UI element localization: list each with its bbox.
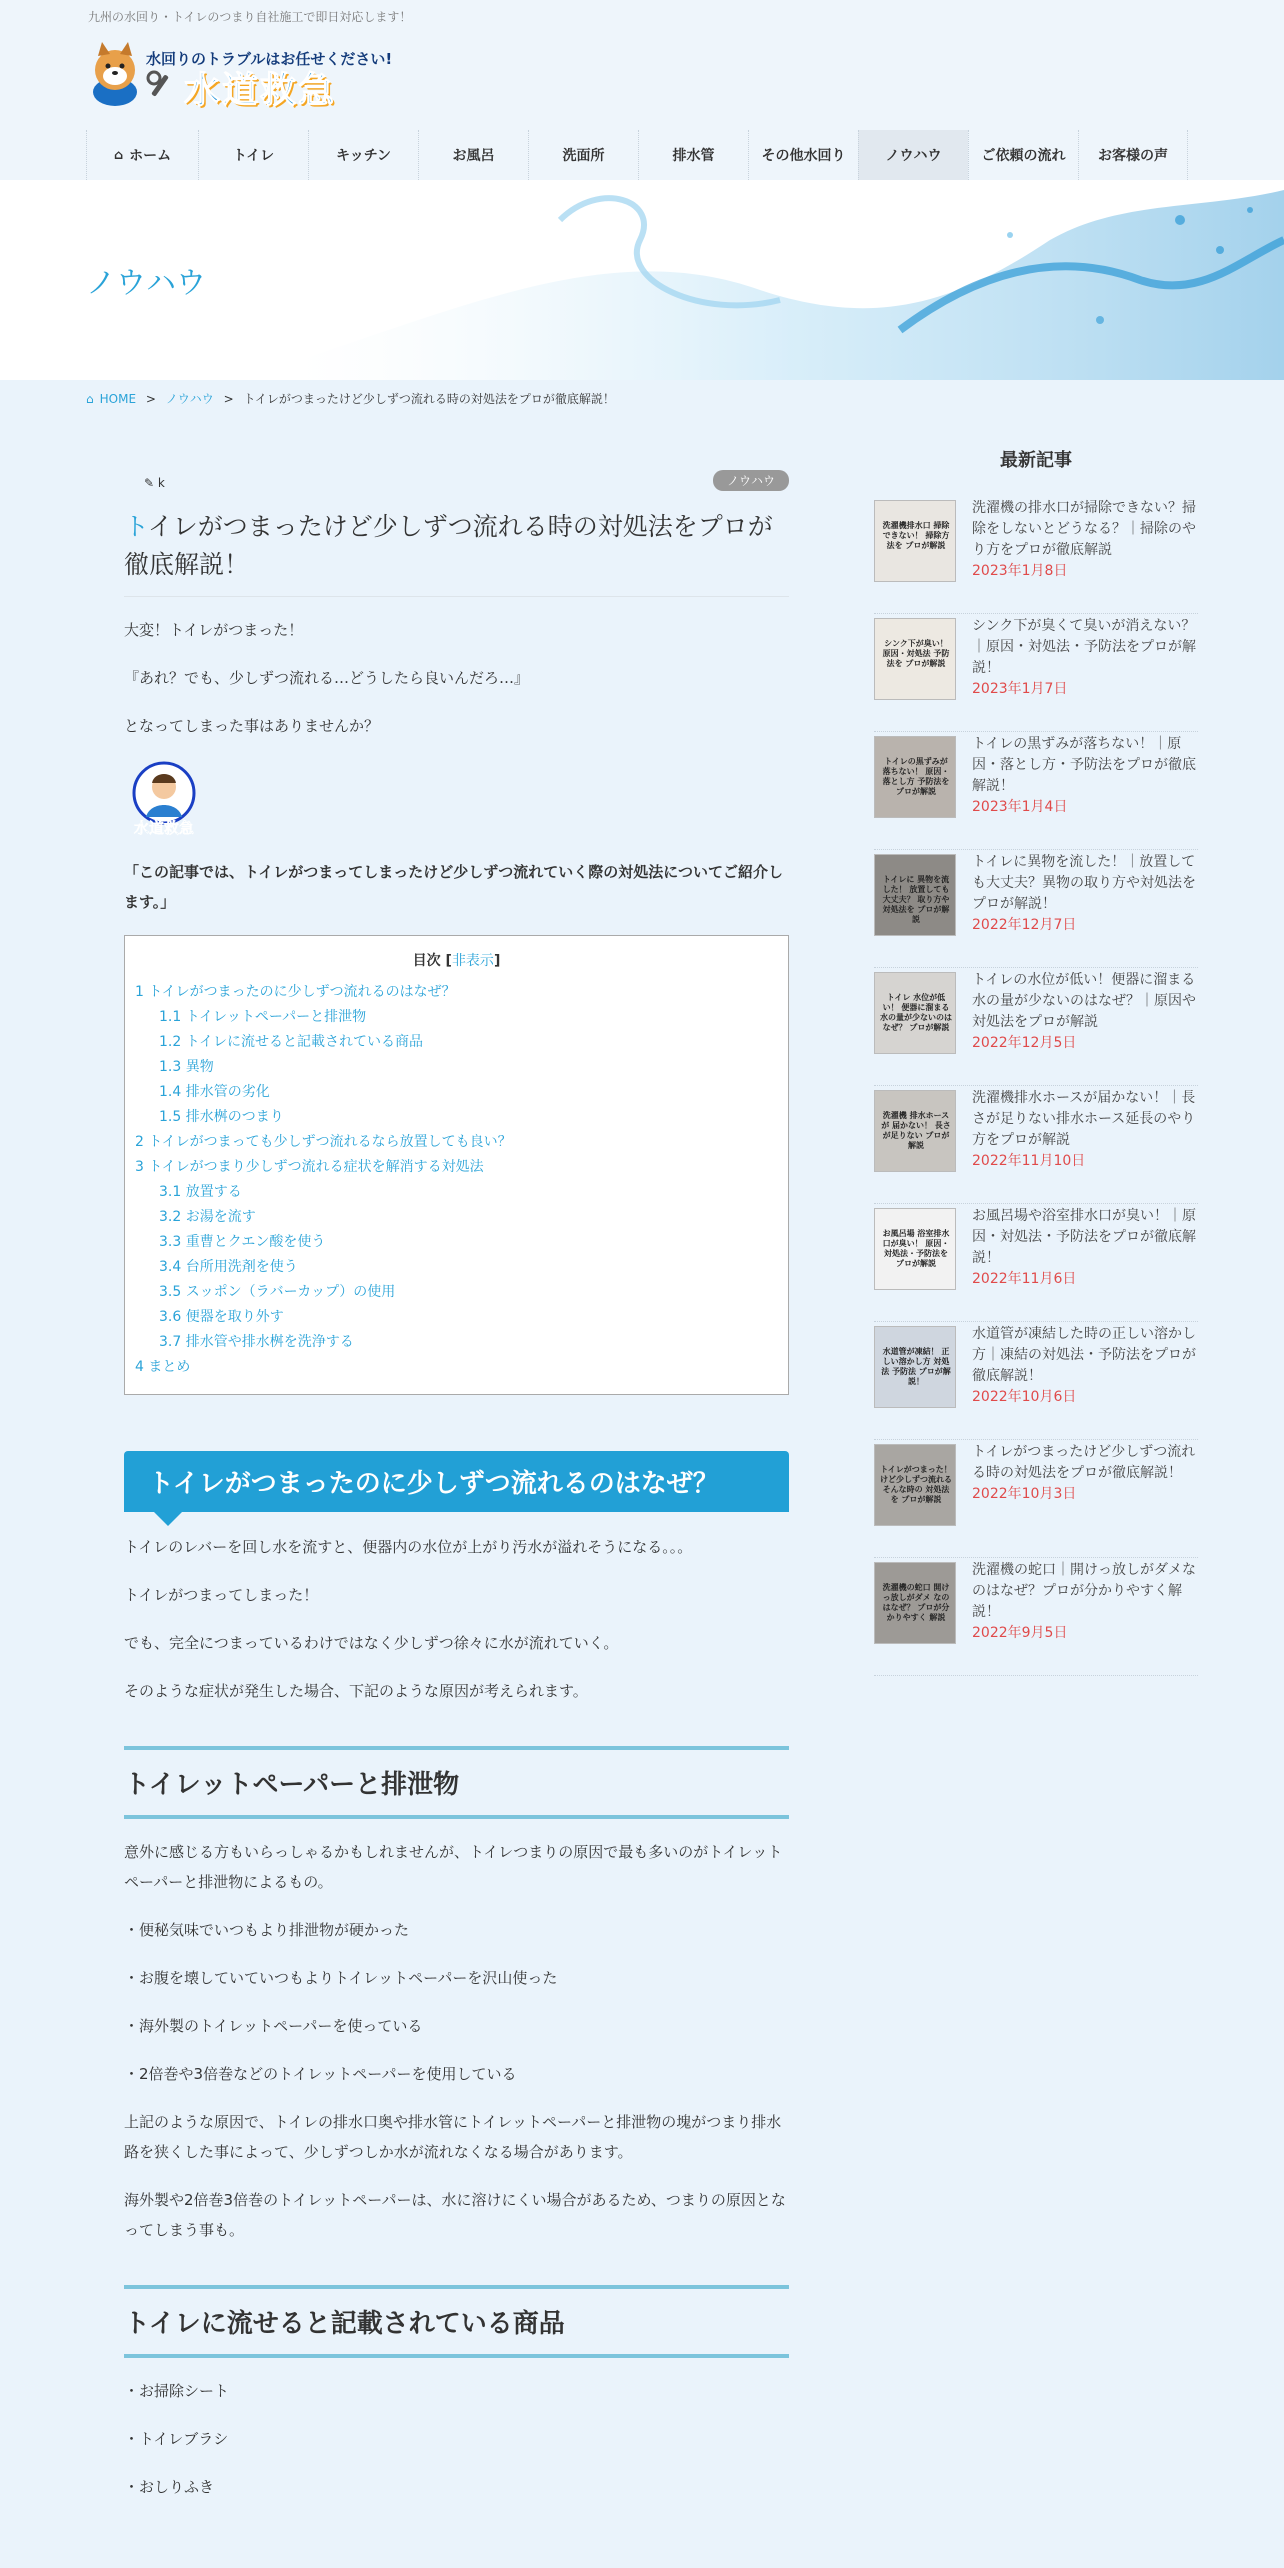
- global-nav: [86, 130, 1188, 180]
- nav-item-9[interactable]: [1078, 130, 1188, 180]
- toc-link[interactable]: 1.4 排水管の劣化: [159, 1084, 270, 1100]
- recent-post-date: 2023年1月7日: [972, 681, 1068, 697]
- category-hero: [0, 180, 1284, 380]
- wrench-icon: [146, 70, 176, 100]
- recent-post-date: 2023年1月4日: [972, 799, 1068, 815]
- recent-post-title: トイレに異物を流した！｜放置しても大丈夫？異物の取り方や対処法をプロが解説！: [972, 854, 1196, 912]
- recent-post-date: 2022年12月7日: [972, 917, 1077, 933]
- nav-item-2[interactable]: [308, 130, 418, 180]
- article-lead: 「この記事では、トイレがつまってしまったけど少しずつ流れていく際の対処法についてご紹介します。」: [124, 863, 783, 911]
- article-meta: [124, 470, 789, 500]
- post-title-first-char: ト: [124, 512, 148, 541]
- recent-post-text: [972, 1324, 1198, 1408]
- recent-post-date: 2022年10月3日: [972, 1486, 1077, 1502]
- thumbnail-caption: トイレの黒ずみが 落ちない！ 原因・落とし方 予防法を プロが解説: [882, 757, 950, 796]
- recent-post-item[interactable]: [874, 1086, 1198, 1204]
- subsection-heading: トイレットペーパーと排泄物: [124, 1746, 789, 1819]
- avatar-caption: 水道救急: [133, 819, 194, 837]
- recent-post-title: トイレの黒ずみが落ちない！｜原因・落とし方・予防法をプロが徹底解説！: [972, 736, 1196, 794]
- post-thumbnail: [874, 1562, 956, 1644]
- nav-item-0[interactable]: [86, 130, 198, 180]
- recent-post-text: [972, 1560, 1198, 1644]
- paragraph: そのような症状が発生した場合、下記のような原因が考えられます。: [124, 1682, 588, 1700]
- paragraph: 上記のような原因で、トイレの排水口奥や排水管にトイレットペーパーと排泄物の塊がつまり排水路を狭くした事によって、少しずつしか水が流れなくなる場合があります。: [124, 2113, 782, 2161]
- home-icon: ⌂: [113, 147, 124, 163]
- recent-post-text: [972, 852, 1198, 936]
- post-thumbnail: [874, 618, 956, 700]
- recent-post-title: 洗濯機の排水口が掃除できない？掃除をしないとどうなる？｜掃除のやり方をプロが徹底解説: [972, 500, 1196, 558]
- post-title-rest: イレがつまったけど少しずつ流れる時の対処法をプロが徹底解説！: [124, 512, 773, 579]
- paragraph: 海外製や2倍巻3倍巻のトイレットペーパーは、水に溶けにくい場合があるため、つまりの原因となってしまう事も。: [124, 2191, 786, 2239]
- breadcrumb-home-link[interactable]: HOME: [99, 392, 137, 406]
- thumbnail-caption: トイレに 異物を流した！ 放置しても大丈夫？ 取り方や対処法を プロが解説: [882, 875, 950, 924]
- recent-post-title: シンク下が臭くて臭いが消えない？｜原因・対処法・予防法をプロが解説！: [972, 618, 1196, 676]
- toc-link[interactable]: 1.1 トイレットペーパーと排泄物: [159, 1009, 367, 1025]
- recent-post-text: [972, 498, 1198, 582]
- article-author: [144, 476, 165, 490]
- home-icon: ⌂: [86, 392, 94, 406]
- toc-link[interactable]: 1 トイレがつまったのに少しずつ流れるのはなぜ？: [135, 984, 456, 1000]
- paragraph: トイレのレバーを回し水を流すと、便器内の水位が上がり汚水が溢れそうになる。。。: [124, 1538, 693, 1556]
- recent-post-item[interactable]: [874, 850, 1198, 968]
- toc-link[interactable]: 3.5 スッポン（ラバーカップ）の使用: [159, 1284, 396, 1300]
- post-thumbnail: [874, 972, 956, 1054]
- subsection-heading: トイレに流せると記載されている商品: [124, 2285, 789, 2358]
- paragraph: 『あれ？でも、少しずつ流れる…どうしたら良いんだろ…』: [124, 669, 530, 687]
- nav-item-label: ホーム: [129, 148, 172, 164]
- logo-name: 水道救急: [184, 70, 337, 111]
- toc-link[interactable]: 3.7 排水管や排水桝を洗浄する: [159, 1334, 354, 1350]
- recent-post-item[interactable]: [874, 732, 1198, 850]
- table-of-contents: [124, 935, 789, 1395]
- recent-post-text: [972, 1088, 1198, 1172]
- logo-catchphrase: 水回りのトラブルはお任せください!: [146, 50, 393, 68]
- toc-link[interactable]: 4 まとめ: [135, 1359, 191, 1375]
- post-thumbnail: [874, 736, 956, 818]
- breadcrumb: [86, 390, 621, 407]
- intro-section: [124, 615, 789, 741]
- toc-list: [135, 980, 778, 1380]
- nav-item-label: ノウハウ: [885, 148, 942, 164]
- site-header: [0, 0, 1284, 180]
- paragraph: でも、完全につまっているわけではなく少しずつ徐々に水が流れていく。: [124, 1634, 619, 1652]
- post-thumbnail: [874, 1326, 956, 1408]
- recent-post-item[interactable]: [874, 968, 1198, 1086]
- writer-avatar: [124, 759, 204, 839]
- category-badge[interactable]: ノウハウ: [713, 470, 789, 491]
- nav-item-3[interactable]: [418, 130, 528, 180]
- thumbnail-caption: トイレがつまった！ けど少しずつ流れる そんな時の 対処法を プロが解説: [880, 1465, 952, 1504]
- nav-item-6[interactable]: [748, 130, 858, 180]
- paragraph: ・おしりふき: [124, 2478, 215, 2496]
- recent-post-item[interactable]: [874, 496, 1198, 614]
- thumbnail-caption: 洗濯機 排水ホースが 届かない！ 長さが足りない プロが解説: [881, 1111, 951, 1150]
- recent-post-item[interactable]: [874, 1322, 1198, 1440]
- toc-link[interactable]: 1.3 異物: [159, 1059, 214, 1075]
- recent-posts-list: [874, 496, 1198, 1676]
- recent-post-title: 水道管が凍結した時の正しい溶かし方｜凍結の対処法・予防法をプロが徹底解説！: [972, 1326, 1196, 1384]
- site-tagline: 九州の水回り・トイレのつまり自社施工で即日対応します！: [88, 10, 412, 24]
- recent-post-text: [972, 616, 1198, 700]
- paragraph: ・トイレブラシ: [124, 2430, 229, 2448]
- recent-post-text: [972, 1442, 1198, 1505]
- paragraph: ・お掃除シート: [124, 2382, 230, 2400]
- toc-link[interactable]: 3.6 便器を取り外す: [159, 1309, 284, 1325]
- thumbnail-caption: 水道管が凍結！ 正しい溶かし方 対処法 予防法 プロが解説！: [881, 1347, 951, 1386]
- nav-item-label: その他水回り: [761, 148, 846, 164]
- recent-post-item[interactable]: [874, 1440, 1198, 1558]
- post-title: [124, 508, 789, 597]
- thumbnail-caption: トイレ 水位が低い！ 便器に溜まる 水の量が少ないのはなぜ？ プロが解説: [880, 993, 952, 1032]
- recent-post-date: 2022年11月6日: [972, 1271, 1077, 1287]
- nav-item-label: お客様の声: [1098, 148, 1168, 164]
- recent-post-title: トイレの水位が低い！便器に溜まる水の量が少ないのはなぜ？｜原因や対処法をプロが解説: [972, 972, 1196, 1030]
- nav-item-label: 洗面所: [562, 148, 605, 164]
- thumbnail-caption: お風呂場 浴室排水口が臭い！ 原因・対処法・予防法を プロが解説: [882, 1229, 950, 1268]
- pencil-icon: ✎: [144, 476, 155, 490]
- toc-link[interactable]: 3 トイレがつまり少しずつ流れる症状を解消する対処法: [135, 1159, 484, 1175]
- section-body: [124, 1532, 789, 1706]
- post-thumbnail: [874, 1208, 956, 1290]
- breadcrumb-current: トイレがつまったけど少しずつ流れる時の対処法をプロが徹底解説！: [243, 392, 615, 406]
- nav-item-label: ご依頼の流れ: [981, 148, 1066, 164]
- nav-item-8[interactable]: [968, 130, 1078, 180]
- toc-link[interactable]: 3.3 重曹とクエン酸を使う: [159, 1234, 326, 1250]
- recent-post-item[interactable]: [874, 1558, 1198, 1676]
- recent-post-date: 2022年10月6日: [972, 1389, 1077, 1405]
- recent-post-title: お風呂場や浴室排水口が臭い！｜原因・対処法・予防法をプロが徹底解説！: [972, 1208, 1196, 1266]
- nav-item-7[interactable]: [858, 130, 968, 180]
- recent-post-text: [972, 970, 1198, 1054]
- thumbnail-caption: 洗濯機排水口 掃除できない！ 掃除方法を プロが解説: [882, 521, 950, 550]
- paragraph: ・2倍巻や3倍巻などのトイレットペーパーを使用している: [124, 2065, 517, 2083]
- recent-post-date: 2022年11月10日: [972, 1153, 1086, 1169]
- nav-item-4[interactable]: [528, 130, 638, 180]
- nav-item-label: 排水管: [672, 148, 715, 164]
- toc-toggle-link[interactable]: 非表示: [451, 953, 494, 969]
- recent-post-text: [972, 1206, 1198, 1290]
- recent-post-item[interactable]: [874, 614, 1198, 732]
- toc-link[interactable]: 3.1 放置する: [159, 1184, 242, 1200]
- nav-item-label: キッチン: [335, 148, 392, 164]
- post-thumbnail: [874, 1090, 956, 1172]
- toc-link[interactable]: 1.2 トイレに流せると記載されている商品: [159, 1034, 424, 1050]
- recent-post-date: 2023年1月8日: [972, 563, 1068, 579]
- toc-link[interactable]: 3.2 お湯を流す: [159, 1209, 256, 1225]
- sidebar: [874, 446, 1198, 1676]
- recent-post-title: 洗濯機排水ホースが届かない！｜長さが足りない排水ホース延長のやり方をプロが解説: [972, 1090, 1196, 1148]
- nav-item-label: トイレ: [232, 148, 275, 164]
- section-heading: トイレがつまったのに少しずつ流れるのはなぜ？: [124, 1451, 789, 1512]
- dog-mascot-icon: [86, 42, 144, 106]
- thumbnail-caption: 洗濯機の蛇口 開けっ放しがダメ なのはなぜ？ プロが分かりやすく 解説: [882, 1583, 950, 1622]
- recent-post-item[interactable]: [874, 1204, 1198, 1322]
- article: [124, 470, 789, 2502]
- subsection-body: [124, 1837, 789, 2245]
- post-thumbnail: [874, 500, 956, 582]
- toc-link[interactable]: 2 トイレがつまっても少しずつ流れるなら放置しても良い？: [135, 1134, 512, 1150]
- post-thumbnail: [874, 1444, 956, 1526]
- toc-link[interactable]: 1.5 排水桝のつまり: [159, 1109, 284, 1125]
- recent-post-title: 洗濯機の蛇口｜開けっ放しがダメなのはなぜ？プロが分かりやすく解説！: [972, 1562, 1196, 1620]
- paragraph: ・海外製のトイレットペーパーを使っている: [124, 2017, 423, 2035]
- breadcrumb-category-link[interactable]: ノウハウ: [165, 392, 214, 406]
- thumbnail-caption: シンク下が臭い！ 原因・対処法 予防法を プロが解説: [882, 639, 950, 668]
- recent-post-title: トイレがつまったけど少しずつ流れる時の対処法をプロが徹底解説！: [972, 1444, 1196, 1481]
- category-title: ノウハウ: [86, 266, 206, 301]
- subsection-body: [124, 2376, 789, 2502]
- recent-posts-title: 最新記事: [1000, 450, 1072, 471]
- toc-title: 目次 [非表示]: [412, 953, 501, 969]
- nav-item-label: お風呂: [452, 148, 495, 164]
- site-logo[interactable]: [86, 42, 393, 112]
- breadcrumb-separator: >: [223, 392, 234, 406]
- nav-item-5[interactable]: [638, 130, 748, 180]
- paragraph: ・便秘気味でいつもより排泄物が硬かった: [124, 1921, 410, 1939]
- paragraph: 大変！トイレがつまった！: [124, 621, 304, 639]
- paragraph: 意外に感じる方もいらっしゃるかもしれませんが、トイレつまりの原因で最も多いのがトイレットペーパーと排泄物によるもの。: [124, 1843, 783, 1891]
- recent-post-text: [972, 734, 1198, 818]
- toc-link[interactable]: 3.4 台所用洗剤を使う: [159, 1259, 298, 1275]
- nav-item-1[interactable]: [198, 130, 308, 180]
- breadcrumb-separator: >: [145, 392, 156, 406]
- paragraph: となってしまった事はありませんか？: [124, 717, 380, 735]
- recent-post-date: 2022年9月5日: [972, 1625, 1068, 1641]
- post-thumbnail: [874, 854, 956, 936]
- paragraph: ・お腹を壊していていつもよりトイレットペーパーを沢山使った: [124, 1969, 558, 1987]
- recent-post-date: 2022年12月5日: [972, 1035, 1077, 1051]
- author-name: k: [157, 476, 165, 490]
- paragraph: トイレがつまってしまった！: [124, 1586, 319, 1604]
